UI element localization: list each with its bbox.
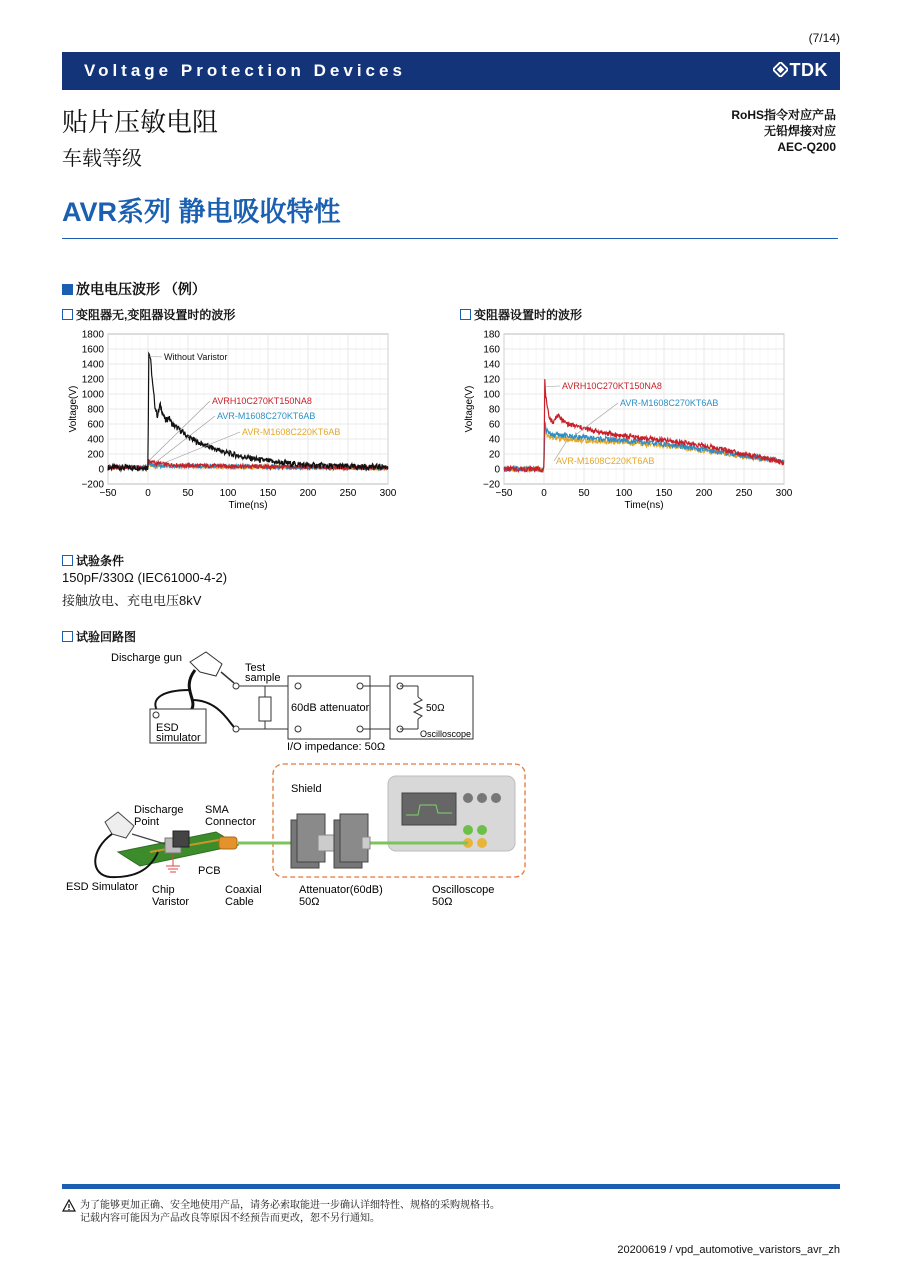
left-chart-caption	[62, 306, 235, 323]
header-banner	[62, 52, 840, 90]
conditions-heading	[62, 552, 124, 569]
annotation-label: AVRH10C270KT150NA8	[212, 396, 312, 406]
y-tick-label: 120	[483, 374, 500, 386]
oscilloscope-screen	[402, 793, 456, 825]
oscilloscope-label: Oscilloscope	[420, 729, 472, 739]
footer-bar	[62, 1184, 840, 1189]
test-sample-resistor	[259, 697, 271, 721]
oscilloscope-setup-label-1: Oscilloscope	[432, 884, 495, 896]
esd-simulator-label-1: ESD	[156, 722, 179, 734]
x-tick-label: 300	[379, 488, 397, 499]
terminal	[233, 726, 239, 732]
oscilloscope-setup-label-2: 50Ω	[432, 896, 453, 908]
tdk-wordmark: TDK	[789, 60, 828, 80]
discharge-gun-label: Discharge gun	[111, 652, 182, 664]
attenuator-icon	[291, 814, 370, 868]
test-circuit-schematic	[100, 645, 490, 757]
esd-simulator-setup-label: ESD Simulator	[66, 881, 139, 893]
waveform-chart-left	[60, 324, 450, 514]
discharge-gun-icon	[189, 652, 234, 712]
condition-line-1: 150pF/330Ω (IEC61000-4-2)	[62, 570, 228, 585]
caption-box-icon	[62, 555, 73, 566]
product-grade: 车载等级	[62, 148, 142, 170]
x-axis-label: Time(ns)	[624, 500, 664, 511]
tdk-logo	[773, 60, 829, 81]
y-tick-label: 0	[494, 464, 500, 476]
y-tick-label: 20	[488, 449, 500, 461]
annotation-label: AVR-M1608C220KT6AB	[242, 427, 341, 437]
discharge-point-label-1: Discharge	[134, 804, 184, 816]
esd-simulator-label-2: simulator	[156, 732, 201, 744]
x-tick-label: 0	[145, 488, 151, 499]
x-tick-label: 50	[182, 488, 194, 499]
x-axis-label: Time(ns)	[228, 500, 268, 511]
y-axis-label: Voltage(V)	[68, 385, 79, 433]
resistor-label: 50Ω	[426, 703, 445, 714]
io-impedance-label: I/O impedance: 50Ω	[287, 741, 386, 753]
lead-free-badge: 无铅焊接对应	[763, 124, 836, 138]
y-tick-label: 160	[483, 344, 500, 356]
notice-line-1: 为了能够更加正确、安全地使用产品，请务必索取能进一步确认详细特性、规格的采购规格书。	[80, 1200, 500, 1211]
attenuator-label: 60dB attenuator	[291, 702, 370, 714]
y-tick-label: 1400	[81, 359, 104, 371]
sma-label-1: SMA	[205, 804, 229, 816]
circuit-heading	[62, 628, 136, 645]
y-tick-label: 1800	[81, 329, 104, 341]
aec-badge: AEC-Q200	[777, 140, 836, 154]
y-axis-label: Voltage(V)	[464, 385, 475, 433]
y-tick-label: −20	[483, 479, 500, 491]
x-tick-label: 0	[541, 488, 547, 499]
tdk-mark-icon	[773, 62, 788, 77]
y-tick-label: 600	[87, 419, 104, 431]
y-tick-label: 60	[488, 419, 500, 431]
caption-box-icon	[460, 309, 471, 320]
esd-terminal	[153, 712, 159, 718]
y-tick-label: 100	[483, 389, 500, 401]
warning-icon	[62, 1199, 76, 1212]
waveform-heading-text: 放电电压波形 （例）	[76, 281, 206, 297]
y-tick-label: 800	[87, 404, 104, 416]
x-tick-label: 100	[615, 488, 633, 499]
annotation-label: AVR-M1608C270KT6AB	[217, 411, 316, 421]
test-sample-label-1: Test	[245, 662, 266, 674]
conditions-heading-text: 试验条件	[76, 554, 125, 568]
shield-label: Shield	[291, 783, 322, 795]
chip-varistor-label-1: Chip	[152, 884, 175, 896]
y-tick-label: 80	[488, 404, 500, 416]
attenuator-setup-label-1: Attenuator(60dB)	[299, 884, 383, 896]
y-tick-label: 400	[87, 434, 104, 446]
test-sample-label-2: sample	[245, 672, 281, 684]
chip-varistor	[173, 831, 189, 847]
circuit-heading-text: 试验回路图	[76, 630, 137, 644]
annotation-label: Without Varistor	[164, 352, 228, 362]
y-tick-label: 1000	[81, 389, 104, 401]
annotation-label: AVRH10C270KT150NA8	[562, 381, 662, 391]
page-number: (7/14)	[808, 31, 840, 45]
y-tick-label: 1600	[81, 344, 104, 356]
test-setup-illustration	[60, 760, 530, 910]
footer-notice	[62, 1199, 500, 1225]
waveform-chart-right	[460, 324, 845, 514]
y-tick-label: 200	[87, 449, 104, 461]
x-tick-label: 200	[299, 488, 317, 499]
banner-title: Voltage Protection Devices	[84, 61, 406, 80]
y-tick-label: 140	[483, 359, 500, 371]
y-tick-label: −200	[81, 479, 104, 491]
coaxial-label-2: Cable	[225, 896, 254, 908]
y-tick-label: 1200	[81, 374, 104, 386]
compliance-badges	[731, 107, 836, 155]
x-tick-label: 150	[259, 488, 277, 499]
section-square-icon	[62, 284, 73, 295]
x-tick-label: 250	[735, 488, 753, 499]
right-chart-caption	[460, 306, 582, 323]
x-tick-label: 150	[655, 488, 673, 499]
y-tick-label: 40	[488, 434, 500, 446]
caption-box-icon	[62, 631, 73, 642]
sma-connector	[219, 837, 237, 849]
terminal	[233, 683, 239, 689]
left-chart-caption-text: 变阻器无,变阻器设置时的波形	[76, 308, 236, 322]
y-tick-label: 180	[483, 329, 500, 341]
x-tick-label: 300	[775, 488, 793, 499]
x-tick-label: −50	[495, 488, 513, 499]
caption-box-icon	[62, 309, 73, 320]
series-title: AVR系列 静电吸收特性	[62, 197, 341, 227]
x-tick-label: 50	[578, 488, 590, 499]
document-id: 20200619 / vpd_automotive_varistors_avr_zh	[617, 1244, 840, 1256]
coaxial-label-1: Coaxial	[225, 884, 262, 896]
annotation-label: AVR-M1608C220KT6AB	[556, 456, 655, 466]
chip-varistor-label-2: Varistor	[152, 896, 190, 908]
pcb-label: PCB	[198, 865, 221, 877]
rohs-badge: RoHS指令对应产品	[731, 108, 836, 122]
x-tick-label: −50	[99, 488, 117, 499]
product-title: 贴片压敏电阻	[62, 107, 219, 137]
title-divider	[62, 238, 838, 239]
condition-line-2: 接触放电、充电电压8kV	[62, 593, 202, 608]
x-tick-label: 100	[219, 488, 237, 499]
notice-line-2: 记载内容可能因为产品改良等原因不经预告而更改，恕不另行通知。	[80, 1213, 380, 1224]
sma-label-2: Connector	[205, 816, 256, 828]
discharge-point-label-2: Point	[134, 816, 160, 828]
right-chart-caption-text: 变阻器设置时的波形	[474, 308, 583, 322]
x-tick-label: 250	[339, 488, 357, 499]
annotation-label: AVR-M1608C270KT6AB	[620, 398, 719, 408]
y-tick-label: 0	[98, 464, 104, 476]
x-tick-label: 200	[695, 488, 713, 499]
waveform-heading	[62, 279, 206, 299]
attenuator-setup-label-2: 50Ω	[299, 896, 320, 908]
